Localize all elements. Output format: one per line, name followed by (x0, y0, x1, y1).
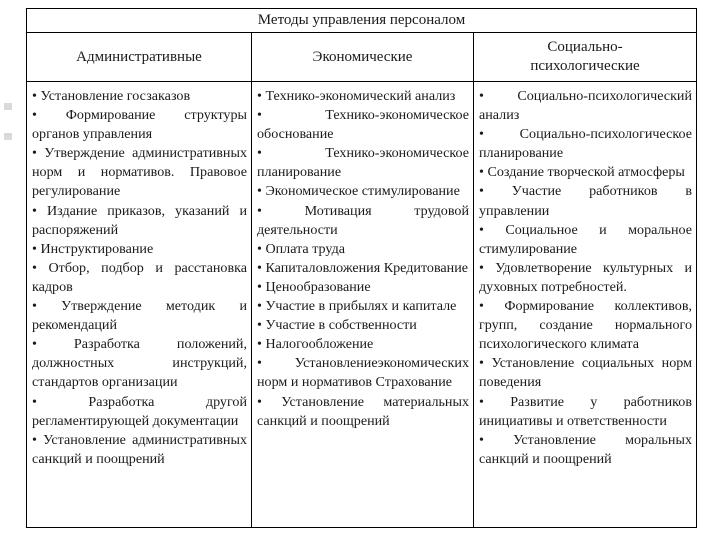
list-item: • Установление материальных санкций и поощрений (257, 393, 469, 429)
header-administrative: Административные (27, 33, 252, 82)
list-item: • Ценообразование (257, 278, 371, 295)
column-socio-psychological (474, 82, 697, 528)
list-item: • Отбор, подбор и расстановка кадров (32, 259, 247, 295)
list-item: • Мотивация трудовой деятельности (257, 202, 469, 238)
list-item: • Социально-психологическое планирование (479, 126, 692, 162)
list-item: • Установление административных санкций и поощрений (32, 431, 247, 467)
list-item: • Удовлетворение культурных и духовных потребностей. (479, 259, 692, 295)
list-item: • Технико-экономический анализ (257, 88, 456, 104)
list-item: • Установление госзаказов (32, 88, 191, 104)
decorative-marker (4, 133, 12, 140)
methods-table (26, 8, 697, 528)
list-item: • Установление социальных норм поведения (479, 355, 692, 391)
list-item: • Участие в собственности (257, 317, 417, 334)
table-title: Методы управления персоналом (27, 9, 697, 33)
column-administrative (27, 82, 252, 528)
header-economic: Экономические (252, 33, 474, 82)
list-item: • Разработка другой регламентирующей документации (32, 393, 247, 429)
list-item: • Издание приказов, указаний и распоряжений (32, 202, 247, 238)
column-economic (252, 82, 474, 528)
list-item: • Разработка положений, должностных инструкций, стандартов организации (32, 336, 247, 391)
list-item: • Капиталовложения Кредитование (257, 259, 469, 276)
list-item: • Социальное и моральное стимулирование (479, 221, 692, 257)
list-item: • Установление моральных санкций и поощрений (479, 431, 692, 467)
list-item: • Оплата труда (257, 240, 345, 257)
list-item: • Утверждение методик и рекомендаций (32, 298, 247, 334)
list-item: • Создание творческой атмосферы (479, 164, 685, 181)
list-item: • Инструктирование (32, 240, 154, 257)
list-item: • Налогообложение (257, 336, 374, 353)
decorative-marker (4, 103, 12, 110)
list-item: • Технико-экономическое обоснование (257, 107, 469, 143)
list-item: • Формирование коллективов, групп, создание нормального психологического климата (479, 298, 692, 353)
list-item: • Развитие у работников инициативы и ответственности (479, 393, 692, 429)
header-socio-psychological: Социально-психологические (474, 33, 697, 82)
list-item: • Формирование структуры органов управления (32, 107, 247, 143)
list-item: • Экономическое стимулирование (257, 183, 460, 200)
list-item: • Технико-экономическое планирование (257, 145, 469, 181)
list-item: • Установлениеэкономических норм и нормативов Страхование (257, 355, 469, 391)
list-item: • Участие в прибылях и капитале (257, 298, 457, 315)
list-item: • Участие работников в управлении (479, 183, 692, 219)
list-item: • Утверждение административных норм и нормативов. Правовое регулирование (32, 145, 247, 200)
list-item: • Социально-психологический анализ (479, 88, 692, 124)
